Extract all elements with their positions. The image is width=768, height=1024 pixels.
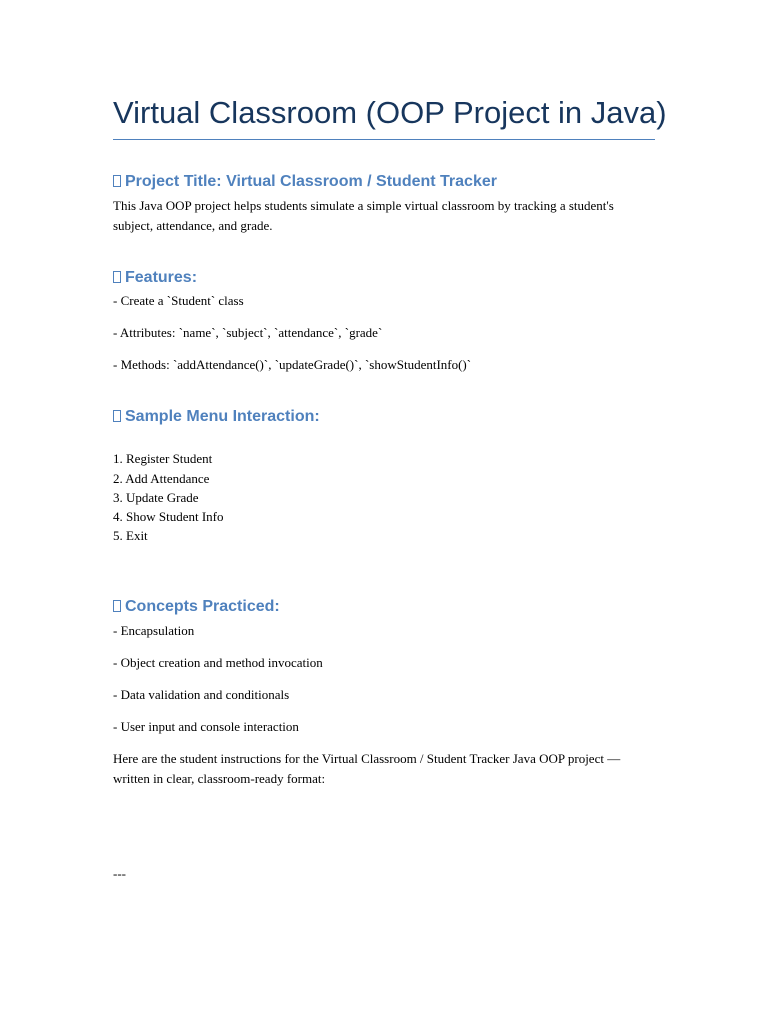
menu-option: 2. Add Attendance bbox=[113, 471, 210, 486]
concepts-heading bbox=[113, 597, 280, 617]
document-title: Virtual Classroom (OOP Project in Java) bbox=[113, 95, 667, 130]
concept-item: - Object creation and method invocation bbox=[113, 655, 323, 670]
menu-option: 1. Register Student bbox=[113, 451, 213, 466]
horizontal-separator-text: --- bbox=[113, 866, 126, 881]
project-title-heading-text: Project Title: Virtual Classroom / Student Tracker bbox=[125, 173, 497, 190]
feature-item: - Create a `Student` class bbox=[113, 293, 244, 308]
concepts-heading-text: Concepts Practiced: bbox=[125, 598, 280, 615]
menu-option: 3. Update Grade bbox=[113, 490, 199, 505]
unrendered-emoji-icon bbox=[113, 271, 121, 283]
menu-option: 5. Exit bbox=[113, 528, 148, 543]
closing-paragraph: Here are the student instructions for the Virtual Classroom / Student Tracker Java OOP project — written in clear, classroom-ready format: bbox=[113, 751, 621, 786]
unrendered-emoji-icon bbox=[113, 175, 121, 187]
features-heading bbox=[113, 268, 197, 288]
feature-item: - Methods: `addAttendance()`, `updateGrade()`, `showStudentInfo()` bbox=[113, 357, 472, 372]
unrendered-emoji-icon bbox=[113, 600, 121, 612]
project-description: This Java OOP project helps students simulate a simple virtual classroom by tracking a student's subject, attendance, and grade. bbox=[113, 198, 614, 233]
menu-heading bbox=[113, 407, 320, 427]
menu-option: 4. Show Student Info bbox=[113, 509, 224, 524]
feature-item: - Attributes: `name`, `subject`, `attendance`, `grade` bbox=[113, 325, 383, 340]
concept-item: - Encapsulation bbox=[113, 623, 195, 638]
project-title-heading bbox=[113, 172, 497, 192]
menu-heading-text: Sample Menu Interaction: bbox=[125, 408, 320, 425]
concept-item: - User input and console interaction bbox=[113, 719, 299, 734]
unrendered-emoji-icon bbox=[113, 410, 121, 422]
concept-item: - Data validation and conditionals bbox=[113, 687, 290, 702]
features-heading-text: Features: bbox=[125, 269, 198, 286]
title-underline bbox=[113, 139, 655, 140]
